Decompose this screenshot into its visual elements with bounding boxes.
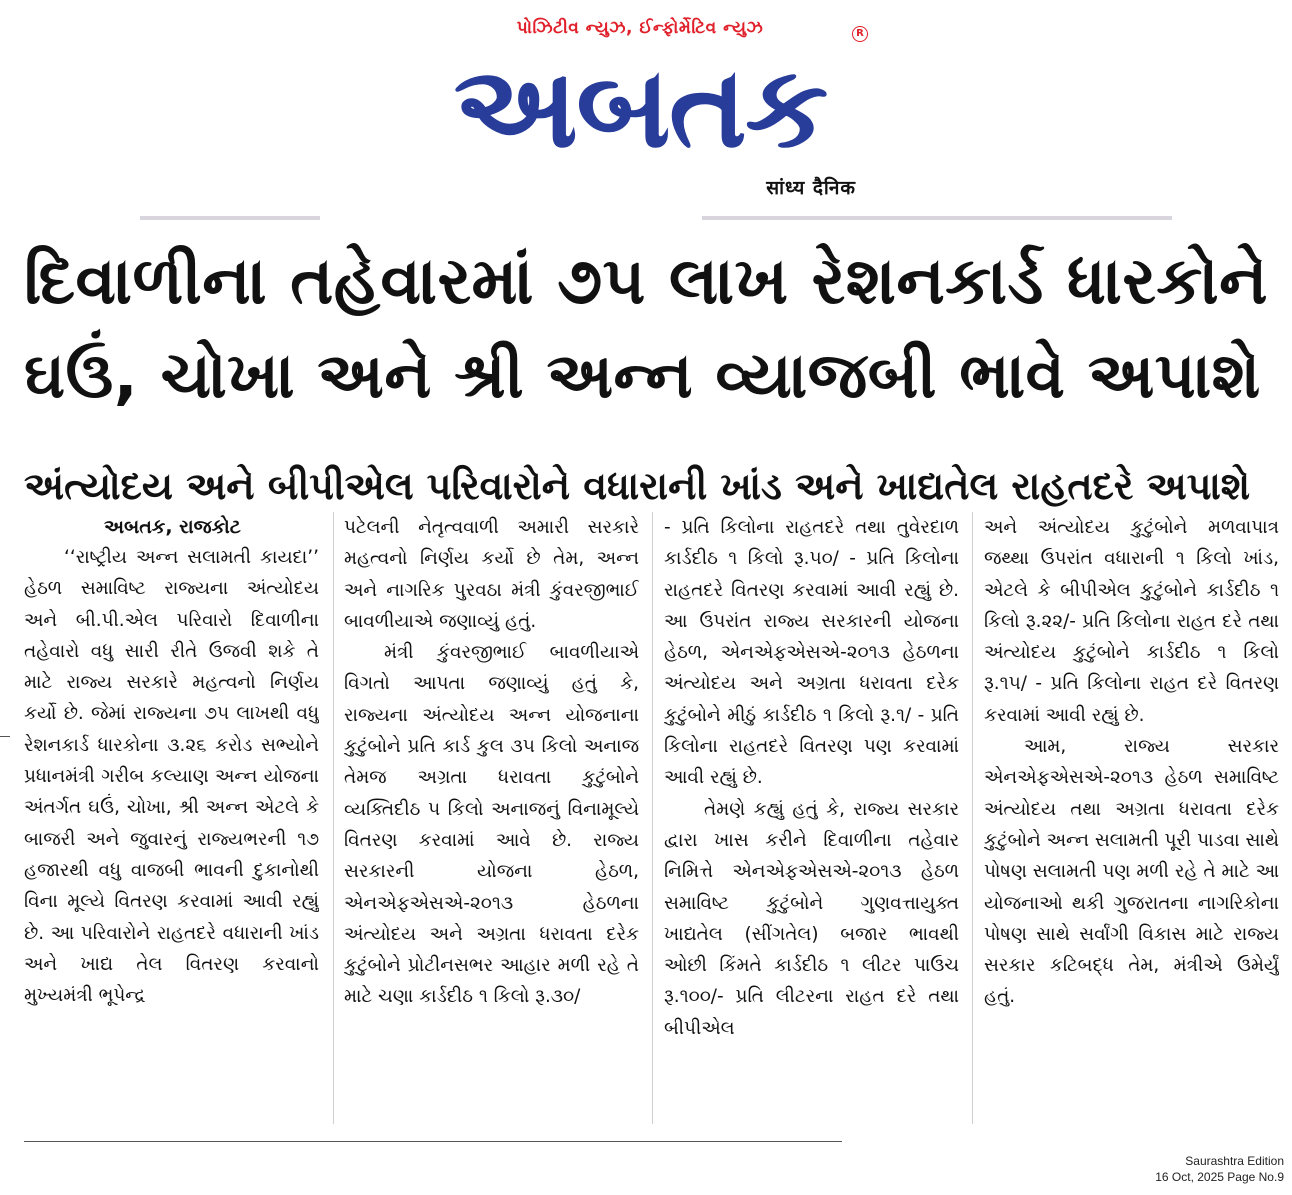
headline-line-2: ઘઉં, ચોખા અને શ્રી અન્ન વ્યાજબી ભાવે અપાશે <box>24 339 1261 412</box>
article-column-3 <box>664 512 959 1132</box>
column-divider <box>652 512 653 1124</box>
edition-date-page: 16 Oct, 2025 Page No.9 <box>1155 1170 1284 1184</box>
scan-artifact-strip <box>702 216 1172 220</box>
column-divider <box>972 512 973 1124</box>
article-paragraph: અને અંત્યોદય કુટુંબોને મળવાપાત્ર જથ્થા ઉપરાંત વધારાની ૧ કિલો ખાંડ, એટલે કે બીપીએલ કુટુંબોને કાર્ડદીઠ ૧ કિલો રૂ.૨૨/- પ્રતિ કિલોના રાહત દરે તથા અંત્યોદય કુટુંબોને કાર્ડદીઠ ૧ કિલો રૂ.૧૫/ - પ્રતિ કિલોના રાહત દરે વિતરણ કરવામાં આવી રહ્યું છે. <box>984 517 1279 726</box>
bottom-rule <box>24 1141 842 1142</box>
article-paragraph: પટેલની નેતૃત્વવાળી અમારી સરકારે મહત્વનો નિર્ણય કર્યો છે તેમ, અન્ન અને નાગરિક પુરવઠા મંત્રી કુંવરજીભાઈ બાવળીયાએ જણાવ્યું હતું. <box>344 517 639 632</box>
edition-footer <box>1155 1153 1284 1185</box>
article-column-2 <box>344 512 639 1132</box>
edition-name: Saurashtra Edition <box>1185 1154 1284 1168</box>
article-subheadline: અંત્યોદય અને બીપીએલ પરિવારોને વધારાની ખાંડ અને ખાદ્યતેલ રાહતદરે અપાશે <box>24 464 1251 508</box>
article-paragraph: ‘‘રાષ્ટ્રીય અન્ન સલામતી કાયદા’’ હેઠળ સમાવિષ્ટ રાજ્યના અંત્યોદય અને બી.પી.એલ પરિવારો દિવાળીના તહેવારો વધુ સારી રીતે ઉજવી શકે તે માટે રાજ્ય સરકારે મહત્વનો નિર્ણય કર્યો છે. જેમાં રાજ્યના ૭૫ લાખથી વધુ રેશનકાર્ડ ધારકોના ૩.૨૬ કરોડ સભ્યોને પ્રધાનમંત્રી ગરીબ કલ્યાણ અન્ન યોજના અંતર્ગત ઘઉં, ચોખા, શ્રી અન્ન એટલે કે બાજરી અને જુવારનું રાજ્યભરની ૧૭ હજારથી વધુ વાજબી ભાવની દુકાનોથી વિના મૂલ્યે વિતરણ કરવામાં આવી રહ્યું છે. આ પરિવારોને રાહતદરે વધારાની ખાંડ અને ખાદ્ય તેલ વિતરણ કરવાનો મુખ્યમંત્રી ભૂપેન્દ્ર <box>24 547 319 1007</box>
article-column-4 <box>984 512 1279 1132</box>
margin-tick <box>0 736 10 737</box>
scan-artifact-strip <box>140 216 320 220</box>
article-body <box>24 512 1279 1132</box>
article-column-1 <box>24 512 319 1132</box>
article-paragraph: મંત્રી કુંવરજીભાઈ બાવળીયાએ વિગતો આપતા જણાવ્યું હતું કે, રાજ્યના અંત્યોદય અન્ન યોજનાના કુટુંબોને પ્રતિ કાર્ડ કુલ ૩૫ કિલો અનાજ તેમજ અગ્રતા ધરાવતા કુટુંબોને વ્યક્તિદીઠ ૫ કિલો અનાજનું વિનામૂલ્યે વિતરણ કરવામાં આવે છે. રાજ્ય સરકારની યોજના હેઠળ, એનએફએસએ-૨૦૧૩ હેઠળના અંત્યોદય અને અગ્રતા ધરાવતા દરેક કુટુંબોને પ્રોટીનસભર આહાર મળી રહે તે માટે ચણા કાર્ડદીઠ ૧ કિલો રૂ.૩૦/ <box>344 642 639 1008</box>
article-headline <box>24 235 1274 423</box>
masthead-tagline: પોઝિટીવ ન્યુઝ, ઈન્ફોર્મેટિવ ન્યુઝ <box>516 18 764 38</box>
article-paragraph: તેમણે કહ્યું હતું કે, રાજ્ય સરકાર દ્વારા ખાસ કરીને દિવાળીના તહેવાર નિમિત્તે એનએફએસએ-૨૦૧૩ હેઠળ સમાવિષ્ટ કુટુંબોને ગુણવત્તાયુક્ત ખાદ્યતેલ (સીંગતેલ) બજાર ભાવથી ઓછી કિંમતે કાર્ડદીઠ ૧ લીટર પાઉચ રૂ.૧૦૦/- પ્રતિ લીટરના રાહત દરે તથા બીપીએલ <box>664 798 959 1039</box>
column-divider <box>333 512 334 1124</box>
masthead-subtag: सांध्य दैनिक <box>766 177 856 199</box>
article-paragraph: આમ, રાજ્ય સરકાર એનએફએસએ-૨૦૧૩ હેઠળ સમાવિષ્ટ અંત્યોદય તથા અગ્રતા ધરાવતા દરેક કુટુંબોને અન્ન સલામતી પૂરી પાડવા સાથે પોષણ સલામતી પણ મળી રહે તે માટે આ યોજનાઓ થકી ગુજરાતના નાગરિકોના પોષણ સાથે સર્વાંગી વિકાસ માટે રાજ્ય સરકાર કટિબદ્ધ તેમ, મંત્રીએ ઉમેર્યું હતું. <box>984 736 1279 1008</box>
masthead <box>420 14 872 204</box>
article-byline: અબતક, રાજકોટ <box>104 516 241 538</box>
article-paragraph: - પ્રતિ કિલોના રાહતદરે તથા તુવેરદાળ કાર્ડદીઠ ૧ કિલો રૂ.૫૦/ - પ્રતિ કિલોના રાહતદરે વિતરણ કરવામાં આવી રહ્યું છે. આ ઉપરાંત રાજ્ય સરકારની યોજના હેઠળ, એનએફએસએ-૨૦૧૩ હેઠળના અંત્યોદય અને અગ્રતા ધરાવતા દરેક કુટુંબોને મીઠું કાર્ડદીઠ ૧ કિલો રૂ.૧/ - પ્રતિ કિલોના રાહતદરે વિતરણ પણ કરવામાં આવી રહ્યું છે. <box>664 517 959 789</box>
headline-line-1: દિવાળીના તહેવારમાં ૭૫ લાખ રેશનકાર્ડ ધારકોને <box>24 244 1268 319</box>
registered-mark: R <box>852 26 868 42</box>
newspaper-logo: અબતક <box>453 41 827 173</box>
